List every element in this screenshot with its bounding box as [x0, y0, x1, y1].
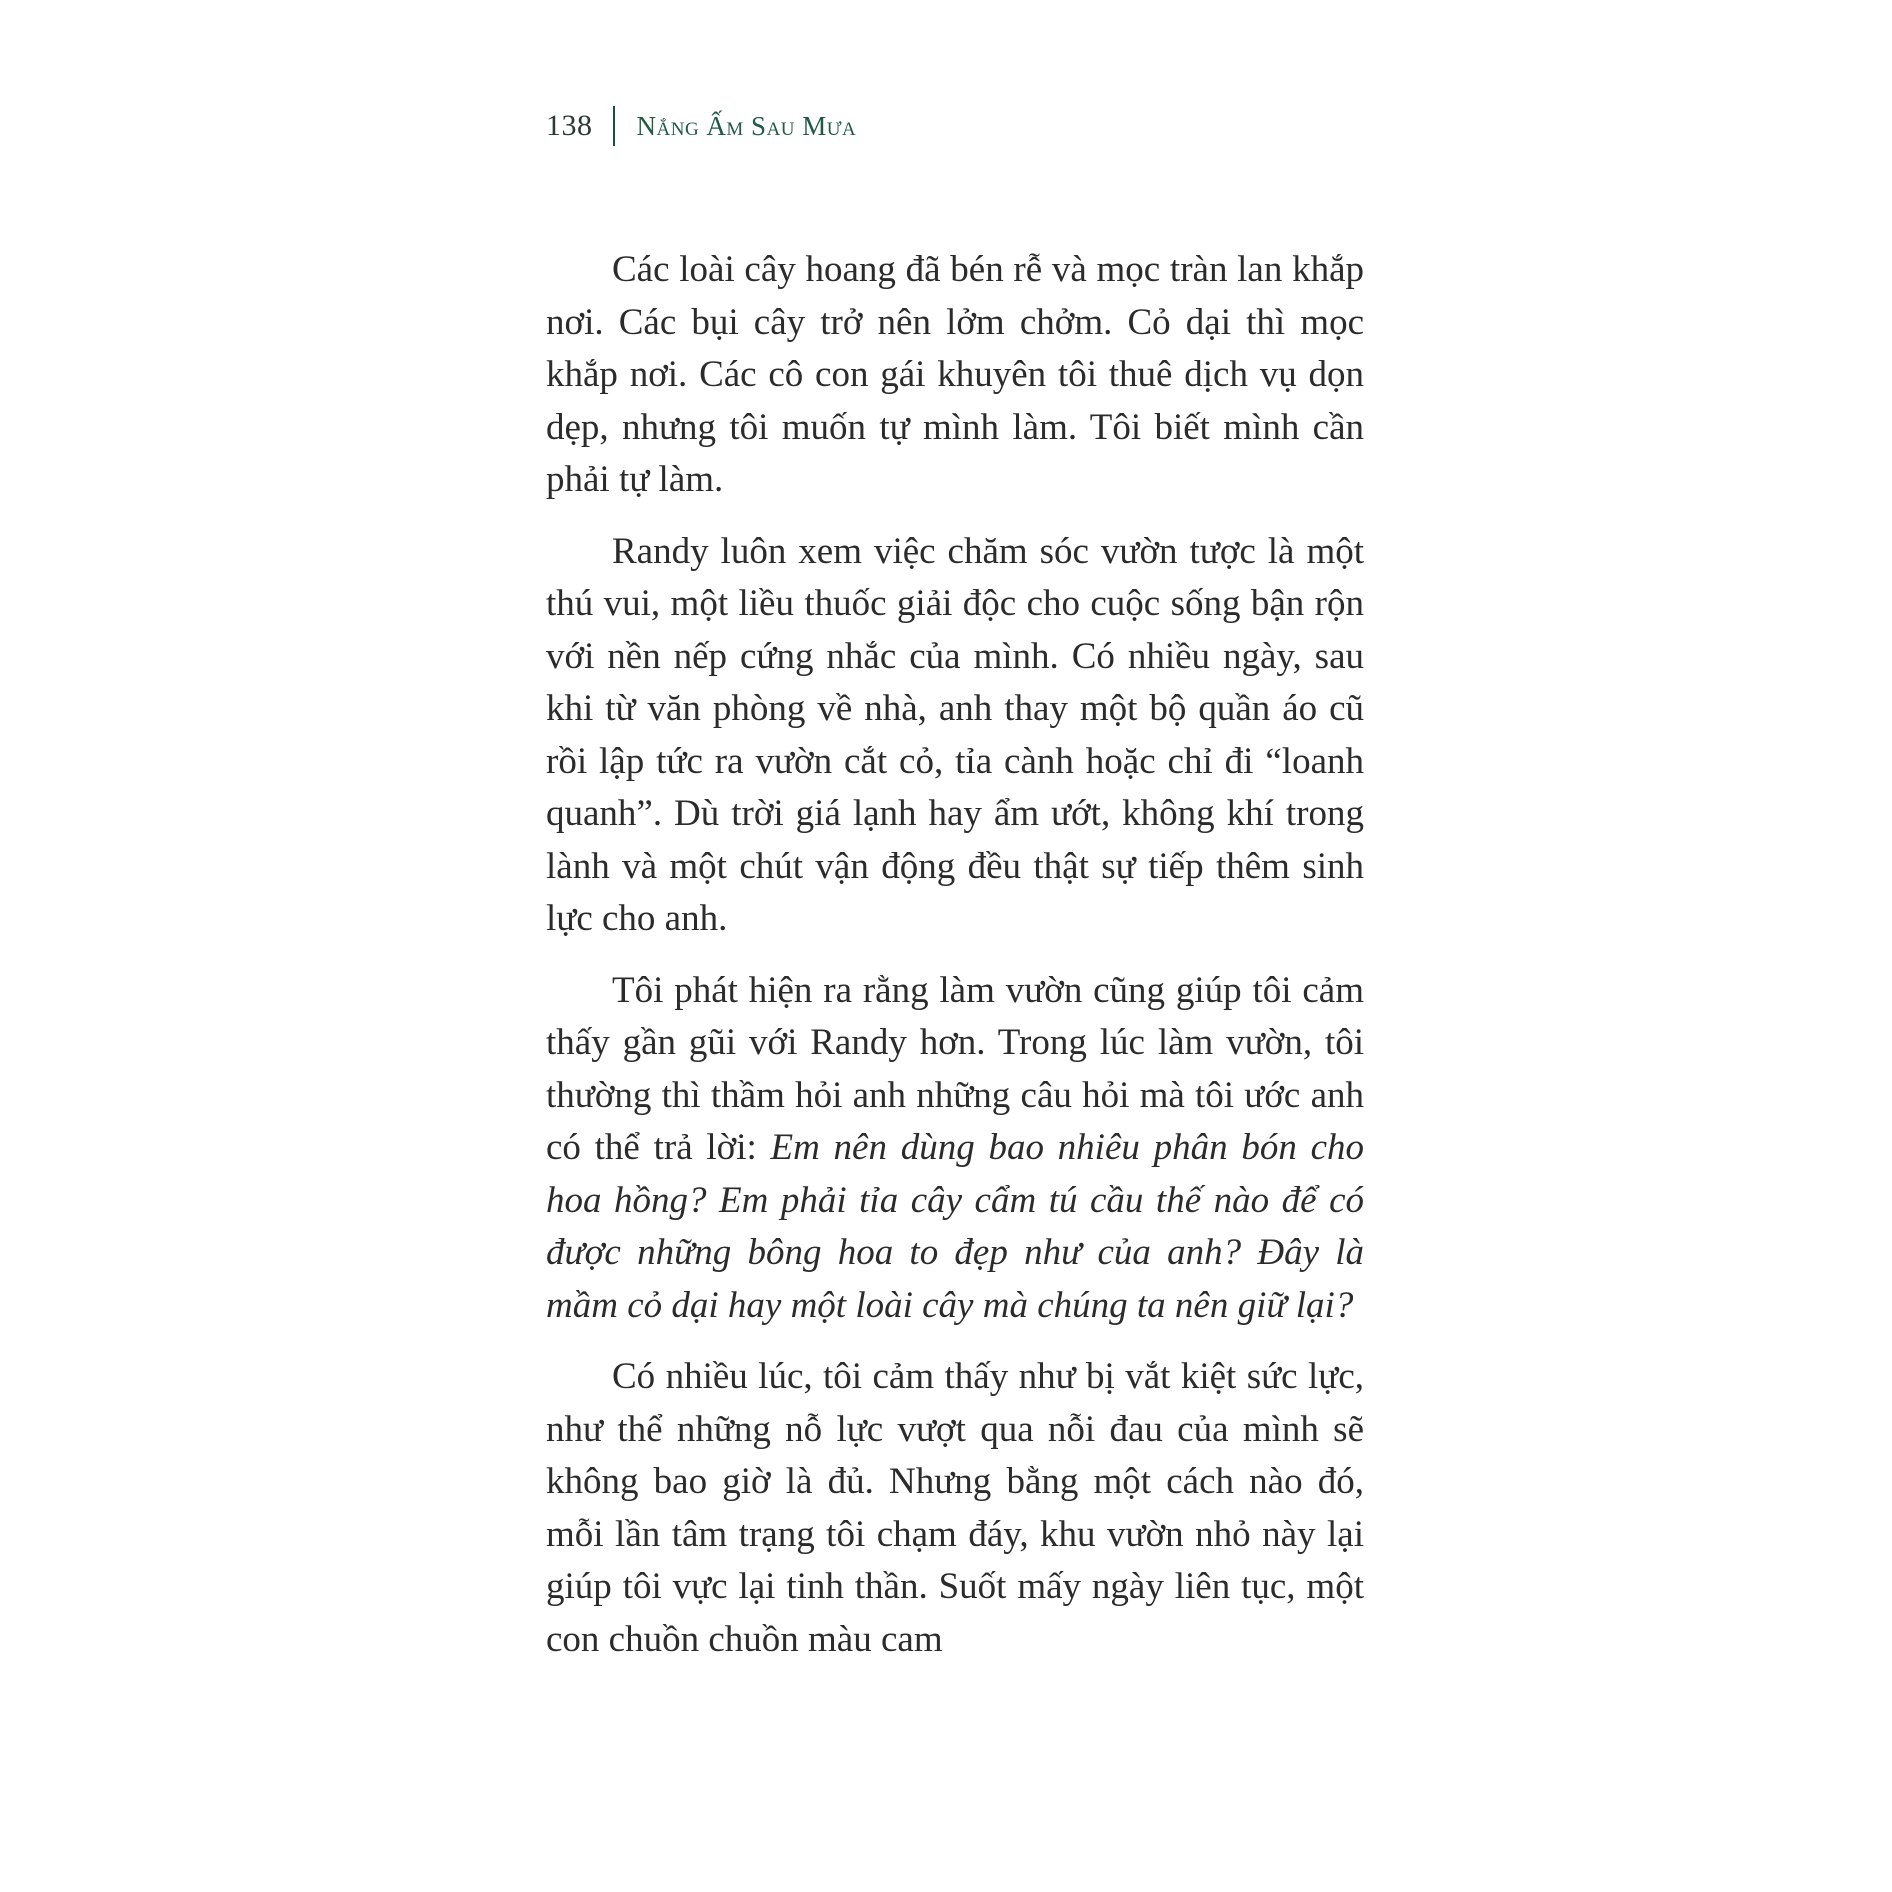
page-number: 138	[546, 109, 593, 142]
book-title: Nắng Ấm Sau Mưa	[636, 110, 857, 141]
header-divider	[613, 106, 615, 146]
body-text	[546, 244, 1364, 1685]
paragraph-3-italic-questions: Em nên dùng bao nhiêu phân bón cho hoa hồng? Em phải tỉa cây cẩm tú cầu thế nào để có được những bông hoa to đẹp như của anh? Đây là mầm cỏ dại hay một loài cây mà chúng ta nên giữ lại?	[546, 1127, 1364, 1326]
paragraph-3	[546, 965, 1364, 1333]
paragraph-2: Randy luôn xem việc chăm sóc vườn tược là một thú vui, một liều thuốc giải độc cho cuộc sống bận rộn với nền nếp cứng nhắc của mình. Có nhiều ngày, sau khi từ văn phòng về nhà, anh thay một bộ quần áo cũ rồi lập tức ra vườn cắt cỏ, tỉa cành hoặc chỉ đi “loanh quanh”. Dù trời giá lạnh hay ẩm ướt, không khí trong lành và một chút vận động đều thật sự tiếp thêm sinh lực cho anh.	[546, 530, 1364, 939]
paragraph-4: Có nhiều lúc, tôi cảm thấy như bị vắt kiệt sức lực, như thể những nỗ lực vượt qua nỗi đau của mình sẽ không bao giờ là đủ. Nhưng bằng một cách nào đó, mỗi lần tâm trạng tôi chạm đáy, khu vườn nhỏ này lại giúp tôi vực lại tinh thần. Suốt mấy ngày liên tục, một con chuồn chuồn màu cam	[546, 1356, 1364, 1660]
running-header	[546, 106, 856, 146]
paragraph-3-text: Tôi phát hiện ra rằng làm vườn cũng giúp tôi cảm thấy gần gũi với Randy hơn. Trong lúc làm vườn, tôi thường thì thầm hỏi anh những câu hỏi mà tôi ước anh có thể trả lời:	[546, 969, 1364, 1168]
paragraph-1: Các loài cây hoang đã bén rễ và mọc tràn lan khắp nơi. Các bụi cây trở nên lởm chởm. Cỏ dại thì mọc khắp nơi. Các cô con gái khuyên tôi thuê dịch vụ dọn dẹp, nhưng tôi muốn tự mình làm. Tôi biết mình cần phải tự làm.	[546, 249, 1364, 500]
